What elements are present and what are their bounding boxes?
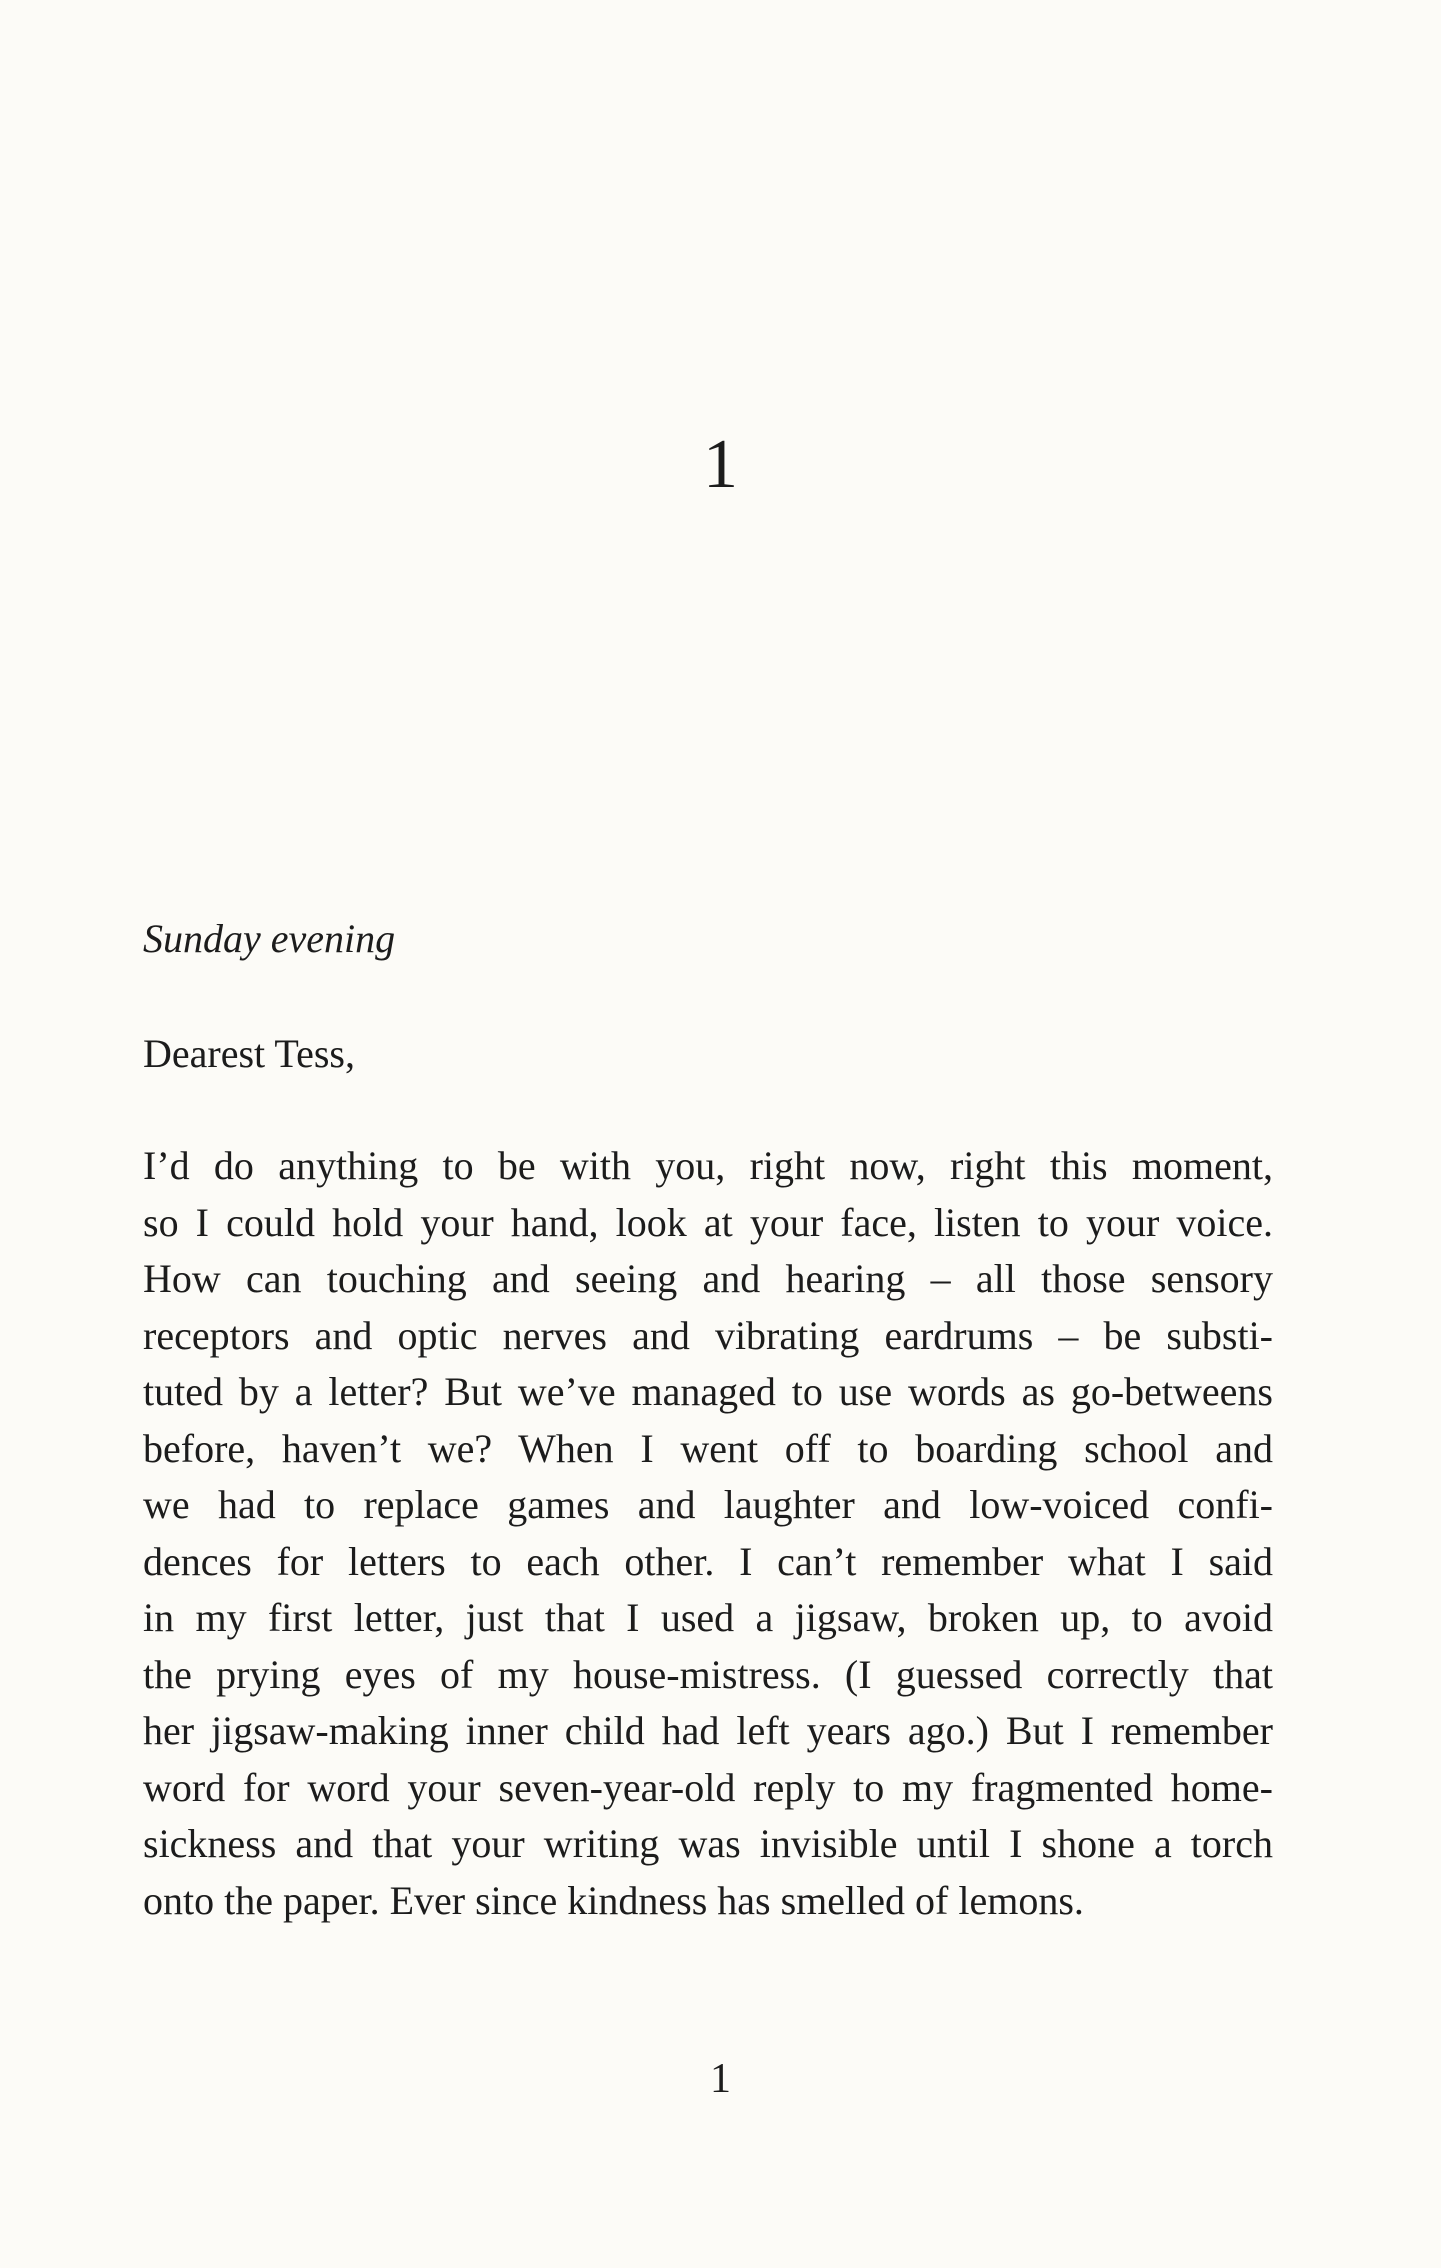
body-line: sickness and that your writing was invisible until I shone a torch [143,1821,1273,1866]
body-line: her jigsaw-making inner child had left years ago.) But I remember [143,1708,1273,1753]
body-line: dences for letters to each other. I can’t remember what I said [143,1538,1273,1584]
letter-body [143,1138,1273,1929]
body-line: word for word your seven-year-old reply to my fragmented home- [143,1764,1273,1810]
body-line: tuted by a letter? But we’ve managed to use words as go-betweens [143,1369,1273,1414]
body-line: in my first letter, just that I used a jigsaw, broken up, to avoid [143,1595,1273,1640]
body-line: I’d do anything to be with you, right now, right this moment, [143,1143,1273,1188]
body-line: How can touching and seeing and hearing – all those sensory [143,1256,1273,1301]
chapter-number: 1 [703,426,738,503]
body-line: onto the paper. Ever since kindness has smelled of lemons. [143,1877,1084,1923]
body-line: the prying eyes of my house-mistress. (I guessed correctly that [143,1651,1273,1697]
letter-dateline: Sunday evening [143,916,396,961]
body-line: receptors and optic nerves and vibrating eardrums – be substi- [143,1312,1273,1358]
page-number: 1 [710,2056,731,2102]
body-line: so I could hold your hand, look at your face, listen to your voice. [143,1199,1273,1245]
letter-salutation: Dearest Tess, [143,1031,355,1076]
body-line: before, haven’t we? When I went off to boarding school and [143,1425,1273,1471]
body-line: we had to replace games and laughter and low-voiced confi- [143,1482,1273,1527]
